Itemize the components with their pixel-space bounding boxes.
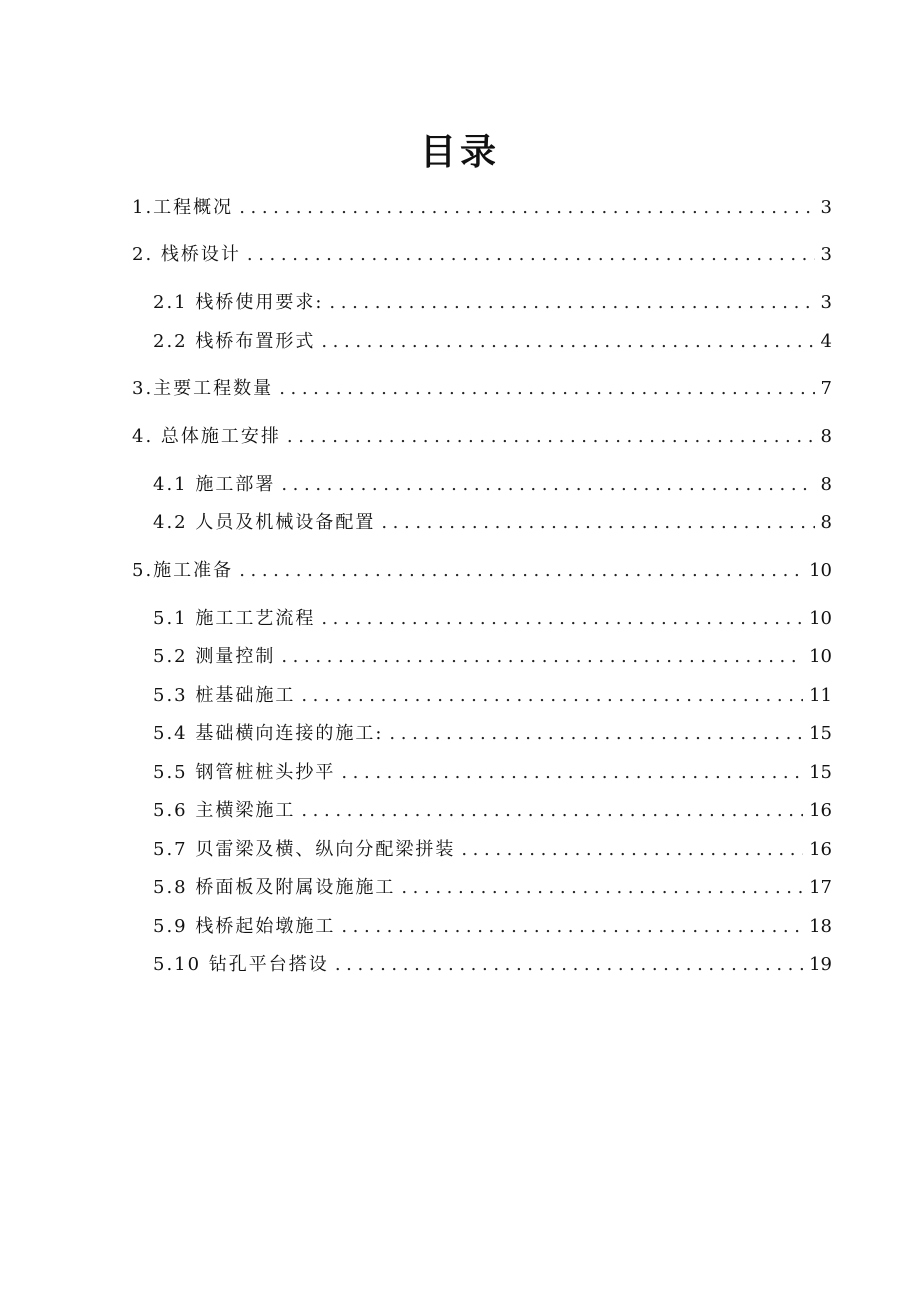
toc-entry[interactable] (153, 874, 832, 902)
toc-dot-leader (301, 682, 803, 710)
toc-entry-label: 5.施工准备 (132, 560, 234, 581)
toc-entry-label: 2.2 栈桥布置形式 (153, 331, 316, 352)
toc-entry[interactable] (153, 643, 832, 671)
toc-page-number: 8 (820, 512, 832, 533)
toc-entry-label: 5.6 主横梁施工 (153, 800, 296, 821)
toc-page-number: 19 (809, 954, 832, 975)
toc-page-number: 3 (820, 197, 832, 218)
toc-entry[interactable] (132, 241, 832, 269)
toc-page-number: 16 (809, 839, 832, 860)
toc-dot-leader (329, 289, 814, 317)
toc-entry-label: 2. 栈桥设计 (132, 244, 241, 265)
toc-entry[interactable] (153, 913, 832, 941)
toc-page-number: 8 (820, 426, 832, 447)
toc-entry[interactable] (153, 509, 832, 537)
toc-entry[interactable] (153, 797, 832, 825)
toc-entry-label: 1.工程概况 (132, 197, 234, 218)
toc-entry[interactable] (153, 951, 832, 979)
toc-entry-label: 2.1 栈桥使用要求: (153, 292, 324, 313)
toc-dot-leader (247, 241, 815, 269)
toc-entry[interactable] (132, 557, 832, 585)
toc-entry[interactable] (153, 289, 832, 317)
toc-entry-label: 5.9 栈桥起始墩施工 (153, 916, 336, 937)
toc-dot-leader (461, 836, 803, 864)
toc-dot-leader (401, 874, 803, 902)
toc-page-number: 8 (820, 474, 832, 495)
toc-dot-leader (239, 194, 814, 222)
toc-dot-leader (239, 557, 803, 585)
toc-dot-leader (321, 328, 814, 356)
toc-page-number: 10 (809, 646, 832, 667)
toc-entry-label: 5.3 桩基础施工 (153, 685, 296, 706)
toc-page-number: 10 (809, 608, 832, 629)
toc-dot-leader (335, 951, 803, 979)
toc-page-number: 7 (820, 378, 832, 399)
toc-entry-label: 5.2 测量控制 (153, 646, 276, 667)
toc-dot-leader (381, 509, 814, 537)
toc-dot-leader (287, 423, 815, 451)
toc-dot-leader (321, 605, 803, 633)
toc-entry[interactable] (153, 836, 832, 864)
toc-dot-leader (389, 720, 803, 748)
toc-dot-leader (301, 797, 803, 825)
toc-entry-label: 3.主要工程数量 (132, 378, 274, 399)
toc-title: 目录 (419, 132, 500, 173)
toc-entry-label: 5.8 桥面板及附属设施施工 (153, 877, 396, 898)
toc-entry[interactable] (153, 471, 832, 499)
toc-dot-leader (281, 643, 803, 671)
toc-entry-label: 5.10 钻孔平台搭设 (153, 954, 329, 975)
toc-entry[interactable] (153, 328, 832, 356)
toc-dot-leader (341, 759, 803, 787)
toc-dot-leader (279, 375, 814, 403)
toc-entry-label: 5.7 贝雷梁及横、纵向分配梁拼装 (153, 839, 456, 860)
toc-entry[interactable] (153, 720, 832, 748)
toc-dot-leader (341, 913, 803, 941)
toc-entry-label: 5.4 基础横向连接的施工: (153, 723, 384, 744)
toc-page-number: 15 (809, 723, 832, 744)
toc-entry-label: 4.1 施工部署 (153, 474, 276, 495)
toc-page-number: 3 (820, 244, 832, 265)
toc-page-number: 11 (809, 685, 832, 706)
toc-page-number: 3 (820, 292, 832, 313)
toc-entry[interactable] (153, 759, 832, 787)
toc-entry-label: 5.5 钢管桩桩头抄平 (153, 762, 336, 783)
toc-page-number: 10 (809, 560, 832, 581)
toc-entry[interactable] (153, 605, 832, 633)
toc-entry-label: 5.1 施工工艺流程 (153, 608, 316, 629)
toc-entry[interactable] (153, 682, 832, 710)
toc-entry-label: 4. 总体施工安排 (132, 426, 281, 447)
toc-entry[interactable] (132, 194, 832, 222)
toc-page-number: 15 (809, 762, 832, 783)
toc-page-number: 16 (809, 800, 832, 821)
toc-page-number: 4 (820, 331, 832, 352)
toc-entry[interactable] (132, 423, 832, 451)
toc-dot-leader (281, 471, 814, 499)
toc-entry-label: 4.2 人员及机械设备配置 (153, 512, 376, 533)
toc-page-number: 18 (809, 916, 832, 937)
toc-page-number: 17 (809, 877, 832, 898)
toc-entry[interactable] (132, 375, 832, 403)
